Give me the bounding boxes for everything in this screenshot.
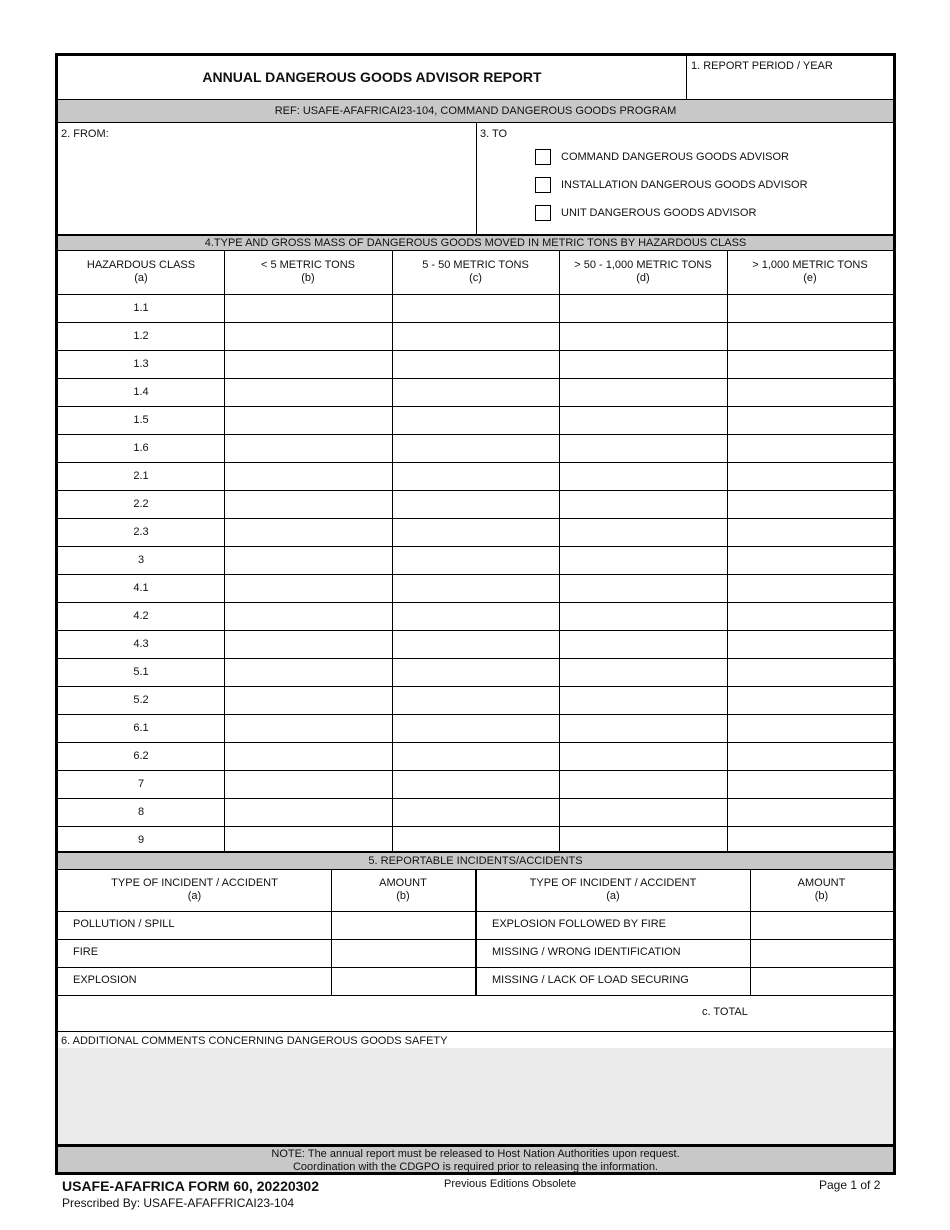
form-title: ANNUAL DANGEROUS GOODS ADVISOR REPORT <box>202 69 542 85</box>
incident-fire: FIRE <box>73 946 99 958</box>
incident-type-header-left: TYPE OF INCIDENT / ACCIDENT (a) <box>111 877 278 902</box>
tons-field-1.2-e[interactable] <box>728 323 893 350</box>
hazard-class-2.1: 2.1 <box>133 470 149 482</box>
tons-field-1.5-b[interactable] <box>225 407 392 434</box>
hazard-class-5.1: 5.1 <box>133 666 149 678</box>
section5-title: 5. REPORTABLE INCIDENTS/ACCIDENTS <box>368 855 583 867</box>
prescribed-by: Prescribed By: USAFE-AFAFFRICAI23-104 <box>62 1196 295 1210</box>
tons-field-1.3-d[interactable] <box>560 351 727 378</box>
tons-field-4.3-e[interactable] <box>728 631 893 658</box>
hazard-class-4.1: 4.1 <box>133 582 149 594</box>
amount-field-fire[interactable] <box>332 940 475 967</box>
incident-table <box>58 870 893 996</box>
checkbox-command[interactable] <box>535 149 551 165</box>
option-unit-label: UNIT DANGEROUS GOODS ADVISOR <box>561 207 757 219</box>
tons-field-1.3-b[interactable] <box>225 351 392 378</box>
tons-field-4.1-e[interactable] <box>728 575 893 602</box>
tons-field-2.1-e[interactable] <box>728 463 893 490</box>
section4-bar <box>58 234 893 251</box>
tons-field-1.1-b[interactable] <box>225 295 392 322</box>
tons-field-5.2-b[interactable] <box>225 687 392 714</box>
report-period-label: 1. REPORT PERIOD / YEAR <box>691 60 833 72</box>
tons-field-3-e[interactable] <box>728 547 893 574</box>
from-field[interactable] <box>58 140 476 232</box>
from-label: 2. FROM: <box>61 128 109 140</box>
section5-bar <box>58 851 893 870</box>
tons-field-4.3-c[interactable] <box>393 631 559 658</box>
tons-field-4.1-c[interactable] <box>393 575 559 602</box>
total-label: c. TOTAL <box>702 1006 748 1018</box>
tons-field-6.1-e[interactable] <box>728 715 893 742</box>
tons-field-2.2-b[interactable] <box>225 491 392 518</box>
tons-field-2.2-d[interactable] <box>560 491 727 518</box>
tons-field-5.2-d[interactable] <box>560 687 727 714</box>
tons-field-1.1-d[interactable] <box>560 295 727 322</box>
hazard-col-header-c: 5 - 50 METRIC TONS (c) <box>422 259 529 284</box>
tons-field-2.3-e[interactable] <box>728 519 893 546</box>
tons-field-5.1-e[interactable] <box>728 659 893 686</box>
incident-missing-id: MISSING / WRONG IDENTIFICATION <box>492 946 681 958</box>
tons-field-8-b[interactable] <box>225 799 392 826</box>
tons-field-1.6-e[interactable] <box>728 435 893 462</box>
tons-field-4.2-d[interactable] <box>560 603 727 630</box>
tons-field-7-c[interactable] <box>393 771 559 798</box>
incident-explosion-fire: EXPLOSION FOLLOWED BY FIRE <box>492 918 667 930</box>
tons-field-1.5-d[interactable] <box>560 407 727 434</box>
hazard-col-header-d: > 50 - 1,000 METRIC TONS (d) <box>574 259 712 284</box>
tons-field-1.2-c[interactable] <box>393 323 559 350</box>
incident-type-header-right: TYPE OF INCIDENT / ACCIDENT (a) <box>529 877 697 902</box>
comments-field[interactable] <box>58 1048 893 1144</box>
tons-field-1.3-c[interactable] <box>393 351 559 378</box>
hazard-col-header-e: > 1,000 METRIC TONS (e) <box>752 259 868 284</box>
tons-field-1.1-c[interactable] <box>393 295 559 322</box>
tons-field-6.1-c[interactable] <box>393 715 559 742</box>
hazard-class-1.3: 1.3 <box>133 358 149 370</box>
tons-field-9-d[interactable] <box>560 827 727 853</box>
tons-field-8-e[interactable] <box>728 799 893 826</box>
hazard-class-6.2: 6.2 <box>133 750 149 762</box>
amount-header-right: AMOUNT (b) <box>797 877 846 902</box>
hazard-col-header-b: < 5 METRIC TONS (b) <box>260 259 356 284</box>
tons-field-2.1-b[interactable] <box>225 463 392 490</box>
checkbox-installation[interactable] <box>535 177 551 193</box>
hazard-class-1.2: 1.2 <box>133 330 149 342</box>
hazard-class-6.1: 6.1 <box>133 722 149 734</box>
amount-field-pollution[interactable] <box>332 912 475 939</box>
hazard-col-header-a: HAZARDOUS CLASS (a) <box>86 259 196 284</box>
tons-field-1.2-d[interactable] <box>560 323 727 350</box>
hazard-class-4.3: 4.3 <box>133 638 149 650</box>
tons-field-3-b[interactable] <box>225 547 392 574</box>
tons-field-8-d[interactable] <box>560 799 727 826</box>
tons-field-9-e[interactable] <box>728 827 893 853</box>
tons-field-5.1-b[interactable] <box>225 659 392 686</box>
tons-field-2.1-d[interactable] <box>560 463 727 490</box>
ref-text: REF: USAFE-AFAFRICAI23-104, COMMAND DANGEROUS GOODS PROGRAM <box>274 105 677 117</box>
option-installation-label: INSTALLATION DANGEROUS GOODS ADVISOR <box>561 179 808 191</box>
tons-field-1.6-c[interactable] <box>393 435 559 462</box>
tons-field-2.1-c[interactable] <box>393 463 559 490</box>
hazard-class-1.1: 1.1 <box>133 302 149 314</box>
obsolete-note: Previous Editions Obsolete <box>444 1178 577 1190</box>
tons-field-1.4-e[interactable] <box>728 379 893 406</box>
tons-field-8-c[interactable] <box>393 799 559 826</box>
hazard-class-1.4: 1.4 <box>133 386 149 398</box>
tons-field-1.5-c[interactable] <box>393 407 559 434</box>
tons-field-3-c[interactable] <box>393 547 559 574</box>
tons-field-2.3-b[interactable] <box>225 519 392 546</box>
note-bar <box>58 1144 893 1172</box>
tons-field-1.4-c[interactable] <box>393 379 559 406</box>
hazard-class-1.6: 1.6 <box>133 442 149 454</box>
tons-field-4.1-d[interactable] <box>560 575 727 602</box>
tons-field-5.2-c[interactable] <box>393 687 559 714</box>
tons-field-1.4-b[interactable] <box>225 379 392 406</box>
hazard-class-1.5: 1.5 <box>133 414 149 426</box>
tons-field-7-b[interactable] <box>225 771 392 798</box>
tons-field-6.1-d[interactable] <box>560 715 727 742</box>
hazard-class-5.2: 5.2 <box>133 694 149 706</box>
tons-field-2.3-c[interactable] <box>393 519 559 546</box>
page-number: Page 1 of 2 <box>819 1178 881 1192</box>
tons-field-2.2-e[interactable] <box>728 491 893 518</box>
tons-field-9-b[interactable] <box>225 827 392 853</box>
form-id: USAFE-AFAFRICA FORM 60, 20220302 <box>62 1178 319 1194</box>
hazard-class-2.3: 2.3 <box>133 526 149 538</box>
tons-field-2.2-c[interactable] <box>393 491 559 518</box>
tons-field-1.6-d[interactable] <box>560 435 727 462</box>
tons-field-1.6-b[interactable] <box>225 435 392 462</box>
hazard-class-7: 7 <box>137 778 145 790</box>
tons-field-6.1-b[interactable] <box>225 715 392 742</box>
tons-field-6.2-c[interactable] <box>393 743 559 770</box>
hazard-class-8: 8 <box>137 806 145 818</box>
note-line1: NOTE: The annual report must be released to Host Nation Authorities upon request. <box>271 1148 680 1160</box>
tons-field-7-d[interactable] <box>560 771 727 798</box>
amount-field-missing-id[interactable] <box>751 940 893 967</box>
tons-field-4.2-c[interactable] <box>393 603 559 630</box>
tons-field-7-e[interactable] <box>728 771 893 798</box>
tons-field-9-c[interactable] <box>393 827 559 853</box>
tons-field-6.2-d[interactable] <box>560 743 727 770</box>
note-line2: Coordination with the CDGPO is required prior to releasing the information. <box>292 1161 658 1173</box>
tons-field-5.1-d[interactable] <box>560 659 727 686</box>
incident-pollution: POLLUTION / SPILL <box>73 918 175 930</box>
report-period-field[interactable] <box>687 72 893 98</box>
section4-title: 4.TYPE AND GROSS MASS OF DANGEROUS GOODS MOVED IN METRIC TONS BY HAZARDOUS CLASS <box>204 237 747 249</box>
report-form <box>55 53 896 1175</box>
checkbox-unit[interactable] <box>535 205 551 221</box>
ref-bar <box>58 99 893 123</box>
total-field[interactable] <box>751 997 893 1031</box>
tons-field-4.1-b[interactable] <box>225 575 392 602</box>
incident-explosion: EXPLOSION <box>73 974 137 986</box>
tons-field-6.2-e[interactable] <box>728 743 893 770</box>
tons-field-4.3-d[interactable] <box>560 631 727 658</box>
amount-field-explosion-fire[interactable] <box>751 912 893 939</box>
amount-header-left: AMOUNT (b) <box>379 877 427 902</box>
amount-field-explosion[interactable] <box>332 968 475 995</box>
hazard-class-3: 3 <box>137 554 145 566</box>
tons-field-6.2-b[interactable] <box>225 743 392 770</box>
hazard-class-4.2: 4.2 <box>133 610 149 622</box>
tons-field-4.2-b[interactable] <box>225 603 392 630</box>
amount-field-load-securing[interactable] <box>751 968 893 995</box>
incident-load-securing: MISSING / LACK OF LOAD SECURING <box>492 974 689 986</box>
tons-field-5.1-c[interactable] <box>393 659 559 686</box>
to-label: 3. TO <box>480 128 508 140</box>
option-command-label: COMMAND DANGEROUS GOODS ADVISOR <box>561 151 789 163</box>
comments-label: 6. ADDITIONAL COMMENTS CONCERNING DANGEROUS GOODS SAFETY <box>61 1035 448 1047</box>
tons-field-1.2-b[interactable] <box>225 323 392 350</box>
hazard-table <box>58 251 893 851</box>
tons-field-5.2-e[interactable] <box>728 687 893 714</box>
tons-field-1.1-e[interactable] <box>728 295 893 322</box>
hazard-class-9: 9 <box>137 834 145 846</box>
tons-field-1.5-e[interactable] <box>728 407 893 434</box>
tons-field-1.4-d[interactable] <box>560 379 727 406</box>
tons-field-4.3-b[interactable] <box>225 631 392 658</box>
tons-field-1.3-e[interactable] <box>728 351 893 378</box>
tons-field-3-d[interactable] <box>560 547 727 574</box>
hazard-class-2.2: 2.2 <box>133 498 149 510</box>
tons-field-4.2-e[interactable] <box>728 603 893 630</box>
tons-field-2.3-d[interactable] <box>560 519 727 546</box>
